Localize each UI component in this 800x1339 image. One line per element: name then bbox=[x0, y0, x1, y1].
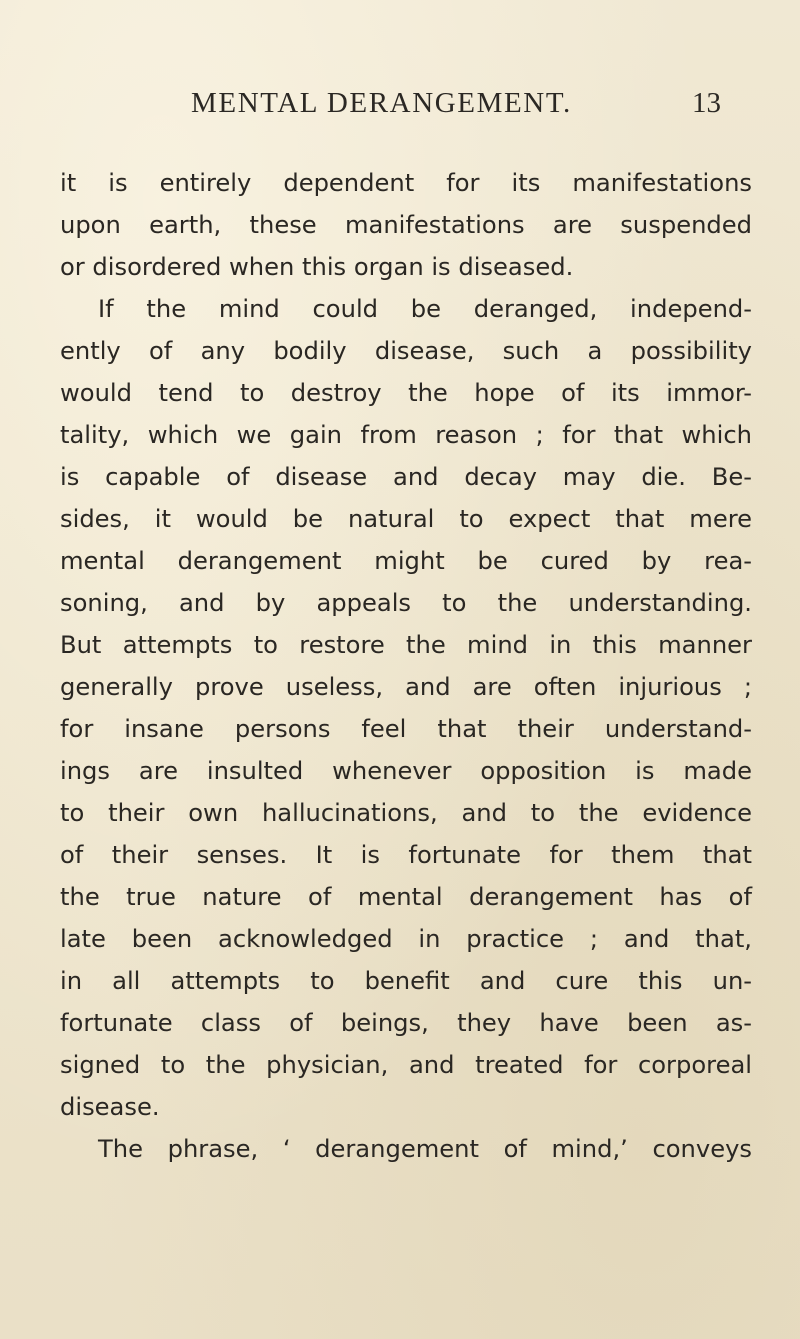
text-line: it is entirely dependent for its manifestations bbox=[60, 169, 752, 197]
text-line: mental derangement might be cured by rea- bbox=[60, 547, 752, 575]
text-line: fortunate class of beings, they have been as- bbox=[60, 1009, 752, 1037]
text-line: But attempts to restore the mind in this manner bbox=[60, 631, 752, 659]
text-line: the true nature of mental derangement has of bbox=[60, 883, 752, 911]
text-line: signed to the physician, and treated for corporeal bbox=[60, 1051, 752, 1079]
running-title: MENTAL DERANGEMENT. bbox=[191, 87, 572, 119]
text-line: is capable of disease and decay may die. Be- bbox=[60, 463, 752, 491]
text-line: late been acknowledged in practice ; and that, bbox=[60, 925, 752, 953]
text-line: If the mind could be deranged, independ- bbox=[98, 295, 752, 323]
text-line: for insane persons feel that their understand- bbox=[60, 715, 752, 743]
text-line: in all attempts to benefit and cure this un- bbox=[60, 967, 752, 995]
text-line: disease. bbox=[60, 1093, 160, 1121]
body-text bbox=[60, 162, 752, 1170]
running-head bbox=[60, 82, 760, 122]
text-line: tality, which we gain from reason ; for that which bbox=[60, 421, 752, 449]
text-line: ently of any bodily disease, such a possibility bbox=[60, 337, 752, 365]
page-number: 13 bbox=[692, 87, 721, 119]
text-line: sides, it would be natural to expect that mere bbox=[60, 505, 752, 533]
text-line: soning, and by appeals to the understanding. bbox=[60, 589, 752, 617]
text-line: The phrase, ‘ derangement of mind,’ conveys bbox=[98, 1135, 752, 1163]
text-line: to their own hallucinations, and to the evidence bbox=[60, 799, 752, 827]
text-line: of their senses. It is fortunate for them that bbox=[60, 841, 752, 869]
text-line: upon earth, these manifestations are suspended bbox=[60, 211, 752, 239]
text-line: or disordered when this organ is diseased. bbox=[60, 253, 574, 281]
text-line: would tend to destroy the hope of its immor- bbox=[60, 379, 752, 407]
text-line: generally prove useless, and are often injurious ; bbox=[60, 673, 752, 701]
text-line: ings are insulted whenever opposition is made bbox=[60, 757, 752, 785]
